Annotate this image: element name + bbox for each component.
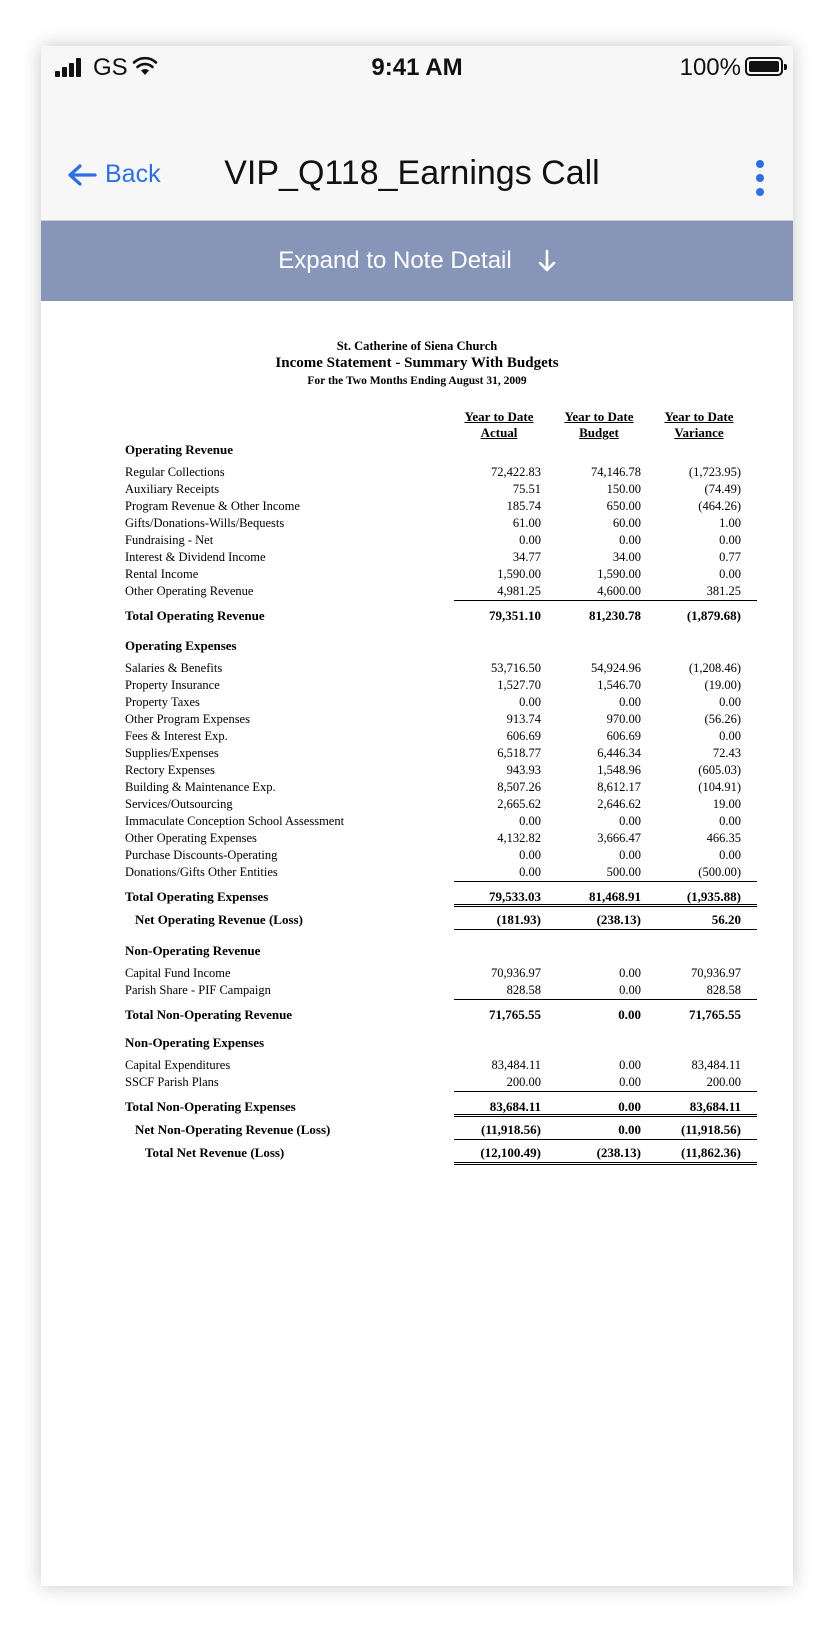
- table-row: Auxiliary Receipts 75.51 150.00 (74.49): [125, 482, 741, 496]
- subtotal-rule: [454, 1091, 757, 1092]
- section-heading: Operating Revenue: [125, 442, 233, 457]
- net-rule: [454, 1139, 757, 1140]
- total-double-rule: [454, 904, 757, 907]
- net-rule: [454, 929, 757, 930]
- table-row: Parish Share - PIF Campaign 828.58 0.00 828.58: [125, 983, 741, 997]
- navigation-bar: [41, 90, 793, 221]
- more-options-icon[interactable]: [755, 160, 765, 200]
- table-row: Rental Income 1,590.00 1,590.00 0.00: [125, 567, 741, 581]
- column-header-variance: Year to Date Variance: [664, 409, 734, 440]
- table-row: Building & Maintenance Exp. 8,507.26 8,612.17 (104.91): [125, 780, 741, 794]
- table-row: Rectory Expenses 943.93 1,548.96 (605.03): [125, 763, 741, 777]
- total-double-rule: [454, 1114, 757, 1117]
- clock: 9:41 AM: [371, 54, 463, 81]
- statement-title: Income Statement - Summary With Budgets: [275, 355, 559, 371]
- back-label: Back: [105, 160, 161, 188]
- expand-label: Expand to Note Detail: [278, 247, 512, 274]
- net-row: Net Operating Revenue (Loss) (181.93) (238.13) 56.20: [135, 912, 741, 927]
- net-row: Net Non-Operating Revenue (Loss) (11,918.56) 0.00 (11,918.56): [135, 1122, 741, 1137]
- table-row: Capital Fund Income 70,936.97 0.00 70,936.97: [125, 966, 741, 980]
- subtotal-rule: [454, 600, 757, 601]
- table-row: Property Insurance 1,527.70 1,546.70 (19.00): [125, 678, 741, 692]
- table-row: Other Program Expenses 913.74 970.00 (56.26): [125, 712, 741, 726]
- phone-screen: [41, 46, 793, 1586]
- arrow-down-icon: [538, 249, 556, 273]
- total-row: Total Non-Operating Expenses 83,684.11 0.00 83,684.11: [125, 1099, 741, 1114]
- table-row: Donations/Gifts Other Entities 0.00 500.00 (500.00): [125, 865, 741, 879]
- section-heading: Non-Operating Expenses: [125, 1035, 265, 1050]
- table-row: Capital Expenditures 83,484.11 0.00 83,484.11: [125, 1058, 741, 1072]
- table-row: Immaculate Conception School Assessment 0.00 0.00 0.00: [125, 814, 741, 828]
- table-row: Gifts/Donations-Wills/Bequests 61.00 60.00 1.00: [125, 516, 741, 530]
- grand-total-double-rule: [454, 1162, 757, 1165]
- statement-period: For the Two Months Ending August 31, 2009: [307, 375, 527, 387]
- table-row: Fundraising - Net 0.00 0.00 0.00: [125, 533, 741, 547]
- section-heading: Operating Expenses: [125, 638, 237, 653]
- column-header-actual: Year to Date Actual: [464, 409, 534, 440]
- grand-total-row: Total Net Revenue (Loss) (12,100.49) (238.13) (11,862.36): [145, 1145, 741, 1160]
- table-row: Property Taxes 0.00 0.00 0.00: [125, 695, 741, 709]
- subtotal-rule: [454, 881, 757, 882]
- document-page: [41, 301, 793, 1586]
- table-row: Supplies/Expenses 6,518.77 6,446.34 72.43: [125, 746, 741, 760]
- subtotal-rule: [454, 999, 757, 1000]
- table-row: Program Revenue & Other Income 185.74 650.00 (464.26): [125, 499, 741, 513]
- section-heading: Non-Operating Revenue: [125, 943, 261, 958]
- battery-icon: [745, 57, 783, 76]
- carrier-name: GS: [93, 54, 128, 81]
- table-row: Regular Collections 72,422.83 74,146.78 (1,723.95): [125, 465, 741, 479]
- total-row: Total Operating Expenses 79,533.03 81,468.91 (1,935.88): [125, 889, 741, 904]
- page-title: VIP_Q118_Earnings Call: [224, 154, 600, 192]
- table-row: Other Operating Revenue 4,981.25 4,600.00 381.25: [125, 584, 741, 598]
- total-row: Total Non-Operating Revenue 71,765.55 0.00 71,765.55: [125, 1007, 741, 1022]
- total-row: Total Operating Revenue 79,351.10 81,230.78 (1,879.68): [125, 608, 741, 623]
- organization-name: St. Catherine of Siena Church: [336, 339, 498, 353]
- table-row: Purchase Discounts-Operating 0.00 0.00 0.00: [125, 848, 741, 862]
- status-bar: [41, 46, 793, 90]
- battery-percentage: 100%: [679, 54, 741, 81]
- table-row: SSCF Parish Plans 200.00 0.00 200.00: [125, 1075, 741, 1089]
- table-row: Other Operating Expenses 4,132.82 3,666.47 466.35: [125, 831, 741, 845]
- table-row: Fees & Interest Exp. 606.69 606.69 0.00: [125, 729, 741, 743]
- expand-note-detail-button[interactable]: [41, 221, 793, 301]
- table-row: Interest & Dividend Income 34.77 34.00 0.77: [125, 550, 741, 564]
- table-row: Salaries & Benefits 53,716.50 54,924.96 (1,208.46): [125, 661, 741, 675]
- column-header-budget: Year to Date Budget: [564, 409, 634, 440]
- table-row: Services/Outsourcing 2,665.62 2,646.62 19.00: [125, 797, 741, 811]
